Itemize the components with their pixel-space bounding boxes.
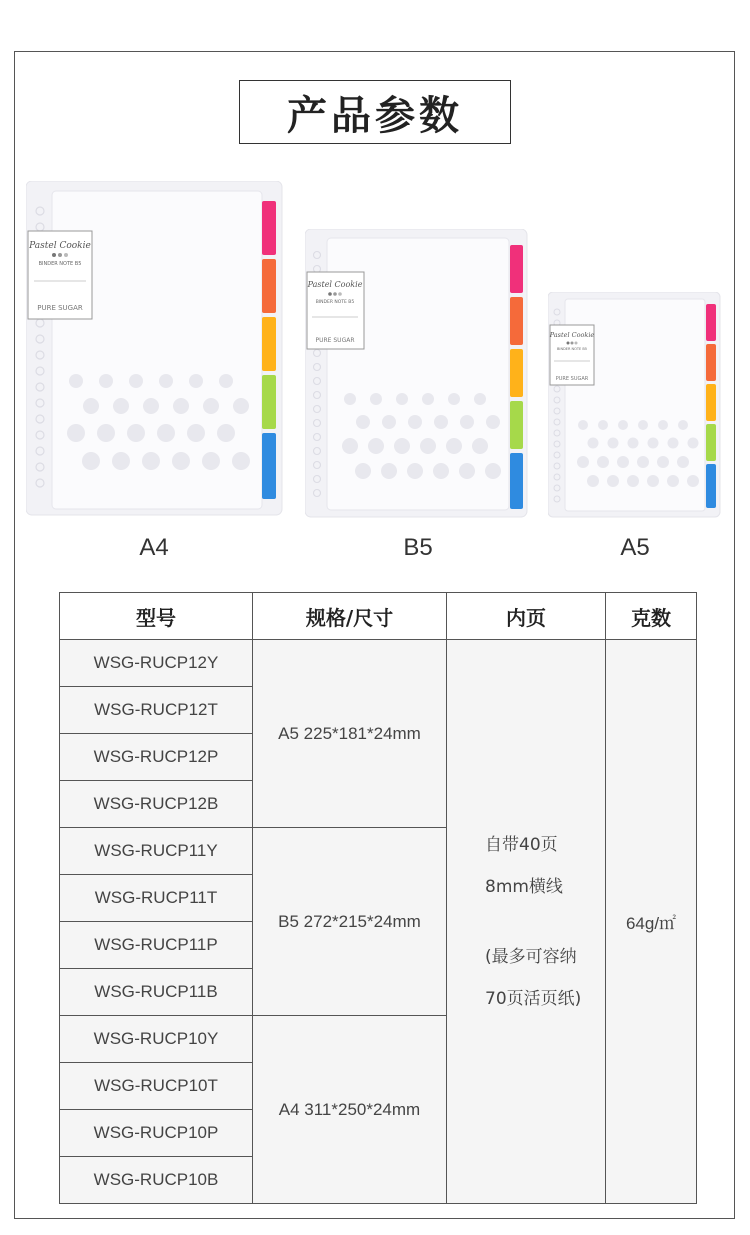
notebook-a5-image <box>548 292 722 519</box>
inner-line-4: 70页活页纸) <box>485 988 582 1009</box>
notebook-subtitle: BINDER NOTE B5 <box>557 347 587 351</box>
model-cell: WSG-RUCP12Y <box>60 640 253 687</box>
size-label-a4: A4 <box>139 534 169 561</box>
notebook-brand: Pastel Cookie <box>29 241 91 251</box>
title-box <box>239 80 511 144</box>
inner-line-2: 8mm横线 <box>485 876 563 897</box>
notebook-line: PURE SUGAR <box>315 337 355 344</box>
model-cell: WSG-RUCP12B <box>60 781 253 828</box>
size-label-a5: A5 <box>620 534 650 561</box>
inner-line-3: (最多可容纳 <box>485 946 577 967</box>
notebook-b5-image <box>305 229 529 519</box>
table-row <box>60 640 697 687</box>
notebook-subtitle: BINDER NOTE B5 <box>38 261 82 267</box>
model-cell: WSG-RUCP11B <box>60 969 253 1016</box>
model-cell: WSG-RUCP10B <box>60 1157 253 1204</box>
spec-table <box>59 592 697 1204</box>
header-size: 规格/尺寸 <box>253 593 447 640</box>
model-cell: WSG-RUCP10P <box>60 1110 253 1157</box>
notebook-brand: Pastel Cookie <box>307 280 363 289</box>
size-cell: A4 311*250*24mm <box>253 1016 447 1204</box>
header-model: 型号 <box>60 593 253 640</box>
table-header-row <box>60 593 697 640</box>
page-title: 产品参数 <box>287 92 463 139</box>
model-cell: WSG-RUCP10T <box>60 1063 253 1110</box>
header-weight: 克数 <box>606 593 697 640</box>
model-cell: WSG-RUCP11T <box>60 875 253 922</box>
size-cell: B5 272*215*24mm <box>253 828 447 1016</box>
notebook-line: PURE SUGAR <box>37 304 83 312</box>
header-inner: 内页 <box>447 593 606 640</box>
inner-line-1: 自带40页 <box>485 834 558 855</box>
notebook-brand: Pastel Cookie <box>549 331 595 339</box>
model-cell: WSG-RUCP10Y <box>60 1016 253 1063</box>
notebook-a4-image <box>26 181 284 517</box>
model-cell: WSG-RUCP12T <box>60 687 253 734</box>
weight-cell: 64g/㎡ <box>606 640 697 1204</box>
size-label-b5: B5 <box>403 534 433 561</box>
model-cell: WSG-RUCP12P <box>60 734 253 781</box>
notebook-line: PURE SUGAR <box>555 376 589 382</box>
size-cell: A5 225*181*24mm <box>253 640 447 828</box>
notebook-subtitle: BINDER NOTE B5 <box>315 300 355 305</box>
model-cell: WSG-RUCP11Y <box>60 828 253 875</box>
model-cell: WSG-RUCP11P <box>60 922 253 969</box>
inner-pages-cell <box>447 640 606 1204</box>
